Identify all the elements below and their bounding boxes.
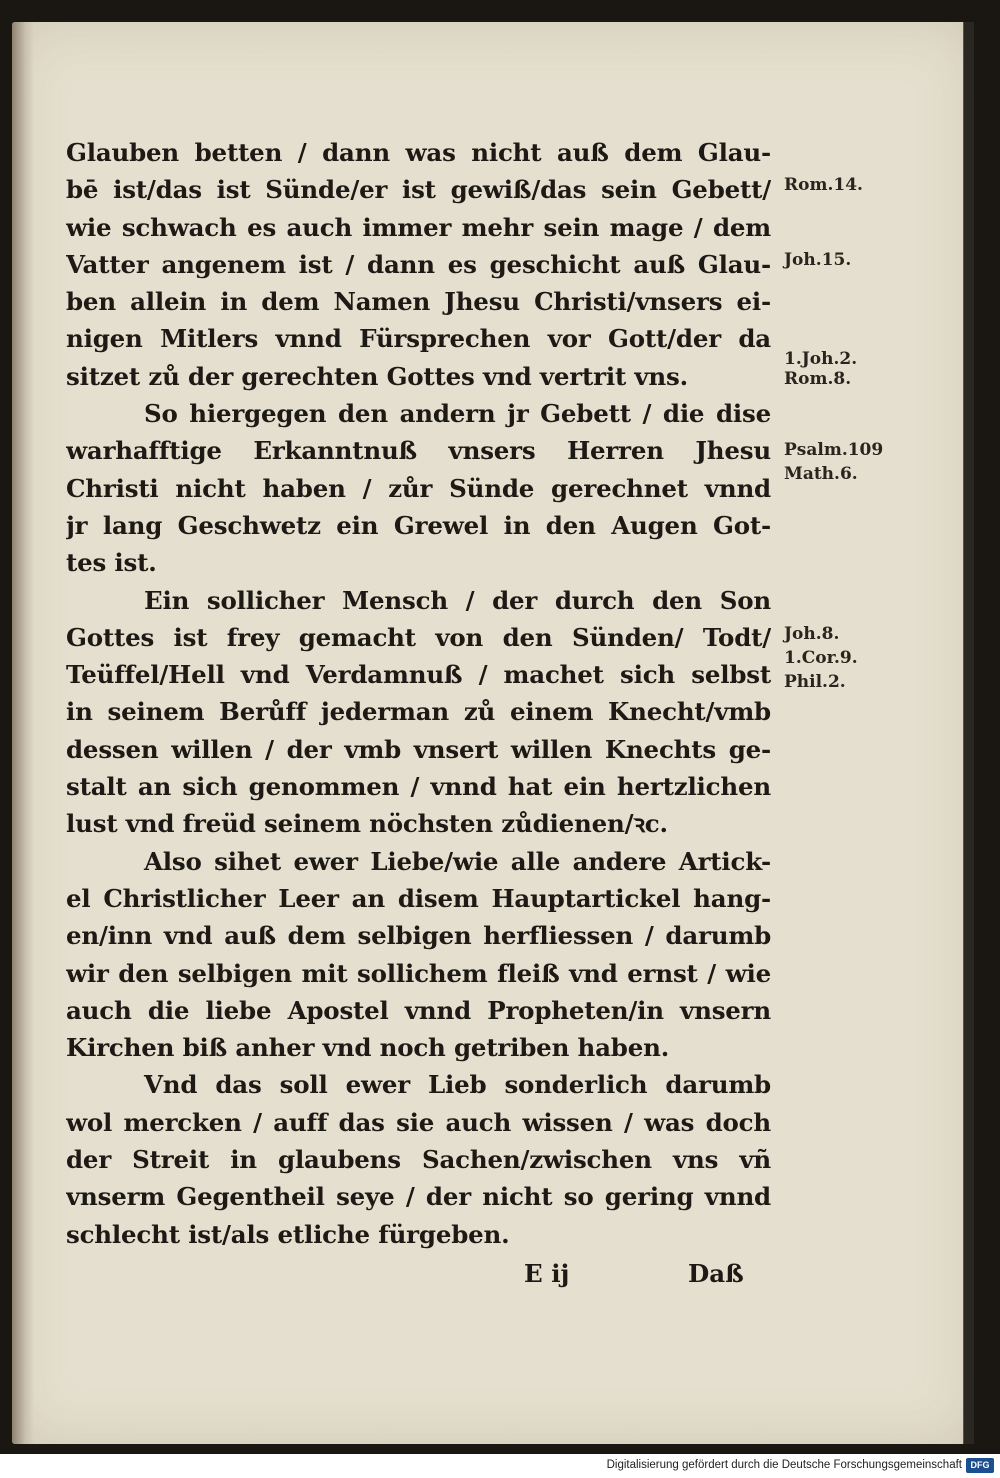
- text-line: Vatter angenem ist / dann es geschicht auß Glau-: [66, 249, 771, 279]
- margin-note: 1.Cor.9.: [784, 648, 858, 668]
- text-line: sitzet zů der gerechten Gottes vnd vertrit vns.: [66, 361, 688, 391]
- text-line: tes ist.: [66, 548, 157, 578]
- margin-note: 1.Joh.2.: [784, 349, 858, 369]
- text-line: schlecht ist/als etliche fürgeben.: [66, 1219, 510, 1249]
- body-text: [66, 134, 771, 1253]
- page-gutter: [12, 22, 34, 1444]
- text-line: So hiergegen den andern jr Gebett / die dise: [144, 399, 771, 429]
- text-line: Also sihet ewer Liebe/wie alle andere Artick-: [144, 846, 771, 876]
- footer-credit: Digitalisierung gefördert durch die Deutsche Forschungsgemeinschaft: [606, 1459, 962, 1471]
- margin-note: Rom.8.: [784, 369, 852, 389]
- dfg-logo-icon[interactable]: DFG: [966, 1458, 994, 1473]
- margin-note: Math.6.: [784, 464, 858, 484]
- footer-bar: [0, 1454, 1000, 1478]
- text-line: jr lang Geschwetz ein Grewel in den Augen Got-: [66, 510, 771, 540]
- text-line: Teüffel/Hell vnd Verdamnuß / machet sich selbst: [66, 660, 771, 690]
- text-line: vnserm Gegentheil seye / der nicht so gering vnnd: [66, 1182, 771, 1212]
- text-line: wie schwach es auch immer mehr sein mage / dem: [66, 212, 771, 242]
- text-line: wol mercken / auff das sie auch wissen / was doch: [66, 1107, 771, 1137]
- text-line: Christi nicht haben / zůr Sünde gerechnet vnnd: [66, 473, 771, 503]
- text-line: nigen Mitlers vnnd Fürsprechen vor Gott/der da: [66, 324, 771, 354]
- text-line: el Christlicher Leer an disem Hauptartickel hang-: [66, 883, 771, 913]
- text-line: wir den selbigen mit sollichem fleiß vnd ernst / wie: [66, 958, 771, 988]
- margin-note: Rom.14.: [784, 175, 863, 195]
- text-line: warhafftige Erkanntnuß vnsers Herren Jhesu: [66, 436, 771, 466]
- text-line: lust vnd freüd seinem nöchsten zůdienen/ꝛc.: [66, 809, 668, 839]
- text-line: Gottes ist frey gemacht von den Sünden/ Todt/: [66, 622, 771, 652]
- margin-note: Joh.15.: [784, 250, 852, 270]
- margin-note: Phil.2.: [784, 672, 846, 692]
- text-line: in seinem Berůff jederman zů einem Knecht/vmb: [66, 697, 771, 727]
- text-line: bē ist/das ist Sünde/er ist gewiß/das sein Gebett/: [66, 175, 771, 205]
- text-line: auch die liebe Apostel vnnd Propheten/in vnsern: [66, 995, 771, 1025]
- text-line: Glauben betten / dann was nicht auß dem Glau-: [66, 138, 771, 167]
- margin-note: Psalm.109: [784, 440, 884, 460]
- text-line: Vnd das soll ewer Lieb sonderlich darumb: [144, 1070, 771, 1100]
- text-line: Kirchen biß anher vnd noch getriben haben.: [66, 1033, 670, 1063]
- text-line: stalt an sich genommen / vnnd hat ein hertzlichen: [66, 772, 771, 802]
- text-line: Ein sollicher Mensch / der durch den Son: [144, 585, 771, 615]
- text-line: ben allein in dem Namen Jhesu Christi/vnsers ei-: [66, 287, 771, 317]
- book-page: [12, 22, 974, 1444]
- signature-mark: E ij: [524, 1259, 570, 1288]
- text-line: der Streit in glaubens Sachen/zwischen vns vñ: [66, 1145, 771, 1175]
- catchword: Daß: [688, 1259, 744, 1288]
- text-line: dessen willen / der vmb vnsert willen Knechts ge-: [66, 734, 771, 764]
- margin-note: Joh.8.: [784, 624, 840, 644]
- scan-edge: [963, 22, 974, 1444]
- text-line: en/inn vnd auß dem selbigen herfliessen / darumb: [66, 921, 771, 951]
